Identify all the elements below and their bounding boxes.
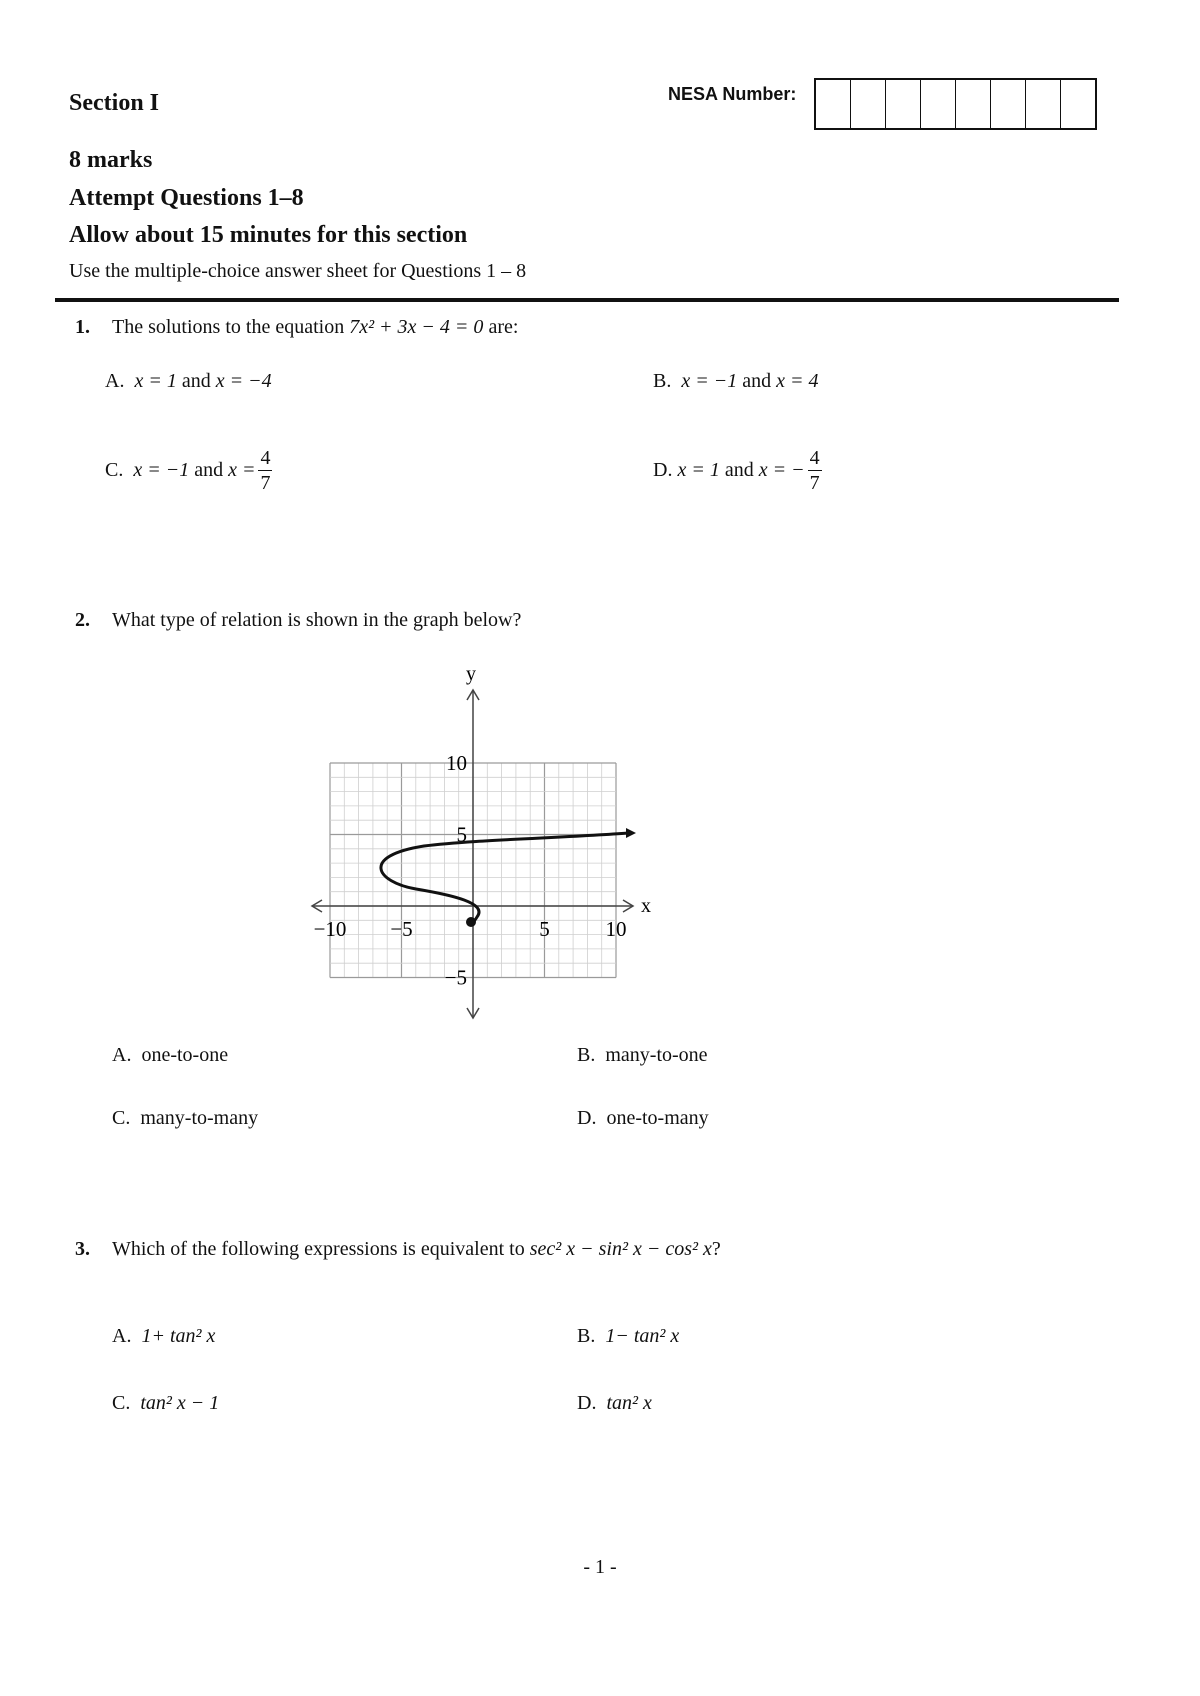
- q3-option-b[interactable]: [577, 1325, 679, 1348]
- x-axis-label: x: [641, 895, 651, 917]
- attempt-heading: Attempt Questions 1–8: [69, 185, 304, 211]
- nesa-digit-box[interactable]: [886, 80, 921, 128]
- q1-option-b[interactable]: [653, 370, 818, 393]
- option-rhs-prefix: x = −: [758, 459, 805, 481]
- option-letter: C.: [112, 1107, 131, 1129]
- q1-number: 1.: [75, 316, 90, 338]
- option-rhs-prefix: x =: [228, 459, 256, 481]
- x-tick-label: −5: [390, 917, 413, 941]
- y-axis-label: y: [466, 663, 476, 685]
- option-letter: D.: [577, 1107, 597, 1129]
- option-letter: C.: [112, 1392, 131, 1414]
- option-rhs: x = −4: [215, 370, 272, 392]
- curve-endpoint: [466, 917, 476, 927]
- option-text: 1+ tan² x: [141, 1325, 216, 1347]
- nesa-digit-box[interactable]: [816, 80, 851, 128]
- y-tick-label: 10: [446, 751, 467, 775]
- option-and: and: [181, 370, 211, 392]
- header-divider: [55, 298, 1119, 302]
- q1-stem-end: are:: [488, 316, 519, 338]
- option-letter: B.: [653, 370, 672, 392]
- nesa-digit-box[interactable]: [921, 80, 956, 128]
- q3-number: 3.: [75, 1238, 90, 1260]
- y-tick-label: 5: [456, 822, 467, 847]
- q1-stem-text: The solutions to the equation: [112, 316, 345, 338]
- q1-option-a[interactable]: [105, 370, 272, 393]
- y-tick-label: −5: [444, 965, 467, 990]
- option-letter: C.: [105, 459, 124, 481]
- q3-option-a[interactable]: [112, 1325, 215, 1348]
- option-text: one-to-many: [606, 1107, 709, 1129]
- option-text: 1− tan² x: [605, 1325, 680, 1347]
- option-rhs: x = 4: [776, 370, 819, 392]
- option-lhs: x = −1: [681, 370, 738, 392]
- option-lhs: x = −1: [133, 459, 190, 481]
- fraction-numerator: 4: [809, 447, 820, 469]
- option-fraction: [808, 448, 822, 493]
- option-text: tan² x: [606, 1392, 652, 1414]
- option-and: and: [194, 459, 224, 481]
- nesa-digit-box[interactable]: [1061, 80, 1095, 128]
- option-letter: B.: [577, 1044, 596, 1066]
- nesa-number-label: NESA Number:: [668, 84, 797, 104]
- nesa-digit-box[interactable]: [956, 80, 991, 128]
- option-text: one-to-one: [141, 1044, 229, 1066]
- q1-option-d[interactable]: [653, 448, 822, 493]
- option-lhs: x = 1: [677, 459, 720, 481]
- section-title: Section I: [69, 90, 159, 116]
- q2-stem: What type of relation is shown in the graph below?: [112, 609, 522, 631]
- nesa-digit-box[interactable]: [991, 80, 1026, 128]
- option-letter: D.: [577, 1392, 597, 1414]
- q2-option-b[interactable]: [577, 1044, 708, 1067]
- q3-stem-text: Which of the following expressions is equivalent to: [112, 1238, 525, 1260]
- graph-tick-labels: [314, 751, 627, 990]
- fraction-denominator: 7: [809, 472, 820, 494]
- option-letter: A.: [105, 370, 125, 392]
- q2-option-d[interactable]: [577, 1107, 709, 1130]
- option-letter: D.: [653, 459, 673, 481]
- q2-option-a[interactable]: [112, 1044, 228, 1067]
- allow-heading: Allow about 15 minutes for this section: [69, 222, 468, 248]
- q3-option-d[interactable]: [577, 1392, 652, 1415]
- instruction-text: Use the multiple-choice answer sheet for Questions 1 – 8: [69, 260, 527, 282]
- x-tick-label: 10: [605, 917, 627, 941]
- relation-graph: [300, 655, 680, 1020]
- option-and: and: [724, 459, 754, 481]
- fraction-numerator: 4: [260, 447, 271, 469]
- x-tick-label: −10: [313, 917, 347, 941]
- page-number: - 1 -: [583, 1556, 617, 1578]
- nesa-number-boxes[interactable]: [814, 78, 1097, 130]
- nesa-digit-box[interactable]: [851, 80, 886, 128]
- q2-option-c[interactable]: [112, 1107, 258, 1130]
- graph-axes: [312, 690, 633, 1018]
- option-letter: A.: [112, 1044, 132, 1066]
- q2-number: 2.: [75, 609, 90, 631]
- option-text: many-to-one: [605, 1044, 708, 1066]
- q3-option-c[interactable]: [112, 1392, 219, 1415]
- option-lhs: x = 1: [134, 370, 177, 392]
- option-fraction: [258, 448, 272, 493]
- nesa-digit-box[interactable]: [1026, 80, 1061, 128]
- fraction-denominator: 7: [260, 472, 271, 494]
- option-and: and: [742, 370, 772, 392]
- q1-option-c[interactable]: [105, 448, 272, 493]
- q3-expression: sec² x − sin² x − cos² x: [529, 1238, 712, 1260]
- option-text: tan² x − 1: [140, 1392, 220, 1414]
- x-tick-label: 5: [539, 917, 550, 941]
- q3-stem: [112, 1238, 721, 1261]
- option-letter: A.: [112, 1325, 132, 1347]
- option-text: many-to-many: [140, 1107, 259, 1129]
- q1-stem: [112, 316, 518, 339]
- curve-arrowhead: [626, 828, 636, 838]
- q3-stem-end: ?: [711, 1238, 721, 1260]
- marks-heading: 8 marks: [69, 147, 153, 173]
- q1-equation: 7x² + 3x − 4 = 0: [349, 316, 484, 338]
- option-letter: B.: [577, 1325, 596, 1347]
